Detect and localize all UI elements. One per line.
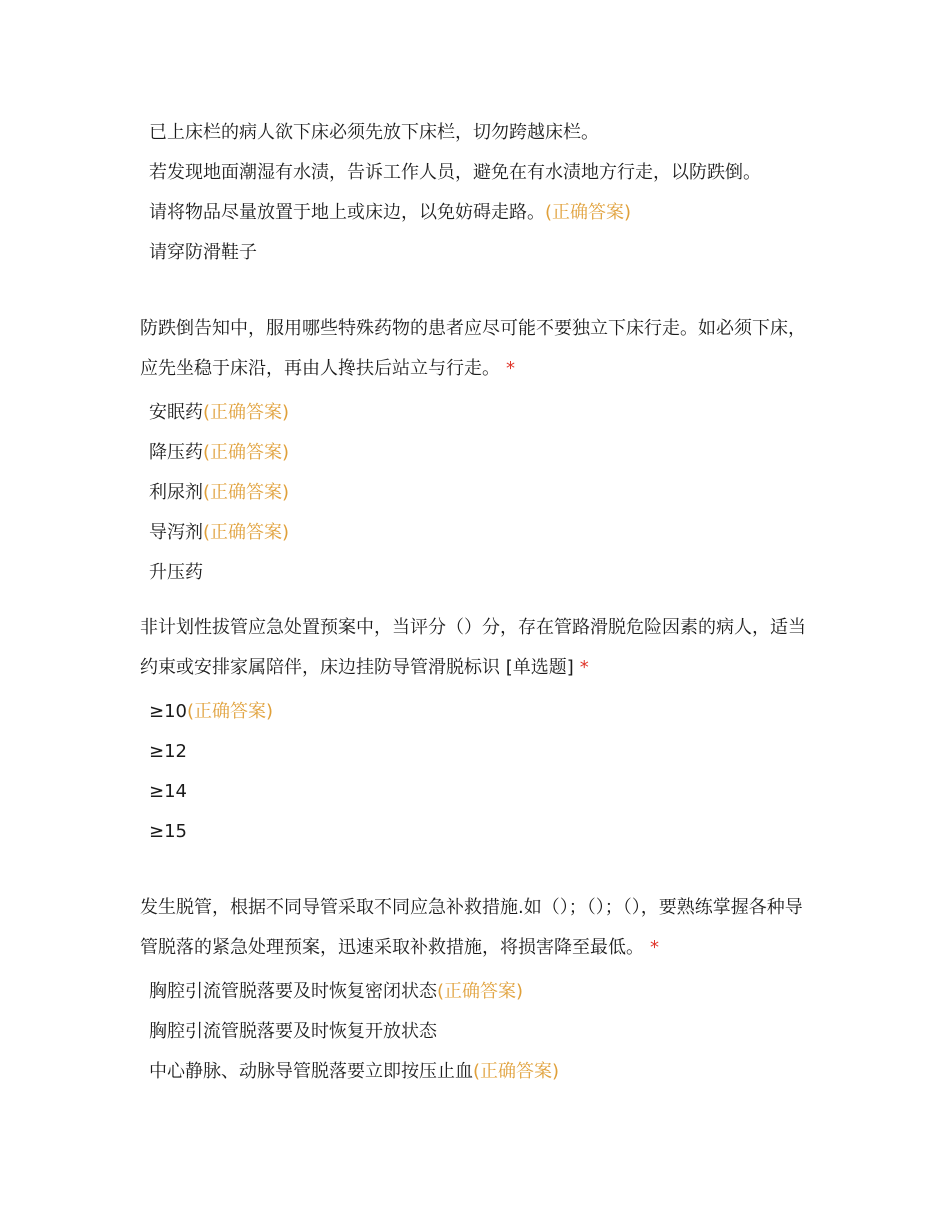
option-text: 胸腔引流管脱落要及时恢复密闭状态	[149, 981, 437, 1002]
option-text: 请穿防滑鞋子	[149, 242, 257, 263]
correct-answer-tag: (正确答案)	[473, 1061, 560, 1082]
option-0-3	[149, 201, 631, 225]
required-asterisk: *	[579, 657, 589, 678]
option-1-3	[149, 481, 289, 505]
option-1-4	[149, 521, 289, 545]
option-text: ≥10	[149, 701, 187, 722]
question-text: 非计划性拔管应急处置预案中，当评分（）分，存在管路滑脱危险因素的病人，适当约束或安排家属陪伴，床边挂防导管滑脱标识 [单选题]	[140, 617, 806, 678]
option-0-1	[149, 121, 599, 145]
option-0-2	[149, 161, 761, 185]
option-0-4	[149, 241, 257, 265]
option-3-2	[149, 1020, 437, 1044]
option-text: 利尿剂	[149, 482, 203, 503]
option-text: ≥15	[149, 821, 187, 842]
option-3-1	[149, 980, 523, 1004]
option-text: 升压药	[149, 562, 203, 583]
option-text: ≥14	[149, 781, 187, 802]
required-asterisk: *	[506, 358, 515, 379]
option-text: 胸腔引流管脱落要及时恢复开放状态	[149, 1021, 437, 1042]
correct-answer-tag: (正确答案)	[203, 482, 290, 503]
option-1-2	[149, 441, 289, 465]
correct-answer-tag: (正确答案)	[545, 202, 632, 223]
option-2-2	[149, 740, 187, 764]
question-text: 发生脱管，根据不同导管采取不同应急补救措施.如（）；（）；（），要熟练掌握各种导管脱落的紧急处理预案，迅速采取补救措施，将损害降至最低。	[140, 897, 803, 958]
option-text: 降压药	[149, 442, 203, 463]
option-text: 已上床栏的病人欲下床必须先放下床栏，切勿跨越床栏。	[149, 122, 599, 143]
option-2-4	[149, 820, 187, 844]
correct-answer-tag: (正确答案)	[203, 522, 290, 543]
correct-answer-tag: (正确答案)	[437, 981, 524, 1002]
option-3-3	[149, 1060, 559, 1084]
option-text: ≥12	[149, 741, 187, 762]
option-1-5	[149, 561, 203, 585]
option-2-1	[149, 700, 273, 724]
correct-answer-tag: (正确答案)	[187, 701, 274, 722]
correct-answer-tag: (正确答案)	[203, 402, 290, 423]
question-text: 防跌倒告知中，服用哪些特殊药物的患者应尽可能不要独立下床行走。如必须下床，应先坐稳于床沿，再由人搀扶后站立与行走。	[140, 318, 806, 379]
option-text: 请将物品尽量放置于地上或床边，以免妨碍走路。	[149, 202, 545, 223]
option-1-1	[149, 401, 289, 425]
question-3-title	[140, 888, 820, 968]
option-text: 中心静脉、动脉导管脱落要立即按压止血	[149, 1061, 473, 1082]
required-asterisk: *	[650, 937, 659, 958]
correct-answer-tag: (正确答案)	[203, 442, 290, 463]
question-1-title	[140, 309, 820, 389]
option-text: 导泻剂	[149, 522, 203, 543]
option-text: 安眠药	[149, 402, 203, 423]
option-2-3	[149, 780, 187, 804]
option-text: 若发现地面潮湿有水渍，告诉工作人员，避免在有水渍地方行走，以防跌倒。	[149, 162, 761, 183]
question-2-title	[140, 608, 820, 688]
